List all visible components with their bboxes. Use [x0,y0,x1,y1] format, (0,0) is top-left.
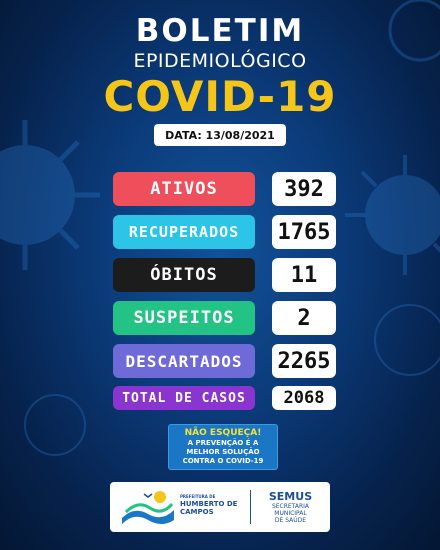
semus-line-3: DE SAÚDE [274,516,307,524]
reminder-box [168,424,278,470]
reminder-line-1: A PREVENÇÃO É A [187,439,259,447]
semus-line-2: MUNICIPAL [274,509,307,517]
semus-logo [251,491,330,524]
virus-decoration-bottom-left-icon [10,380,100,470]
semus-line-1: SECRETARIA [271,502,310,510]
prefeitura-logo [110,482,250,532]
stat-label-obitos: ÓBITOS [113,258,255,292]
prefeitura-label: PREFEITURA DE [180,494,216,499]
virus-decoration-left-icon [0,110,110,280]
stat-value-suspeitos: 2 [272,301,336,335]
virus-decoration-bottom-right-icon [360,280,440,400]
stat-label-total: TOTAL DE CASOS [113,386,255,410]
reminder-line-2: MELHOR SOLUÇÃO [186,448,260,456]
page-title: BOLETIM [135,13,305,49]
stat-label-suspeitos: SUSPEITOS [113,301,255,335]
footer-logos [110,482,330,532]
virus-decoration-right-icon [340,150,440,280]
header [0,14,440,120]
stat-value-obitos: 11 [272,258,336,292]
date-badge: DATA: 13/08/2021 [154,124,286,146]
stat-label-ativos: ATIVOS [113,172,255,206]
stat-label-recuperados: RECUPERADOS [113,215,255,249]
semus-title: SEMUS [268,489,313,503]
city-name: HUMBERTO DE CAMPOS [180,500,238,516]
page-subtitle: EPIDEMIOLÓGICO [133,50,307,72]
stat-value-total: 2068 [272,386,336,410]
disease-title: COVID-19 [103,72,337,121]
city-emblem-icon [120,488,176,526]
stat-value-recuperados: 1765 [272,215,336,249]
stat-value-descartados: 2265 [272,344,336,378]
reminder-title: NÃO ESQUEÇA! [184,428,262,438]
stat-value-ativos: 392 [272,172,336,206]
reminder-line-3: CONTRA O COVID-19 [182,457,264,465]
stat-label-descartados: DESCARTADOS [113,344,255,378]
